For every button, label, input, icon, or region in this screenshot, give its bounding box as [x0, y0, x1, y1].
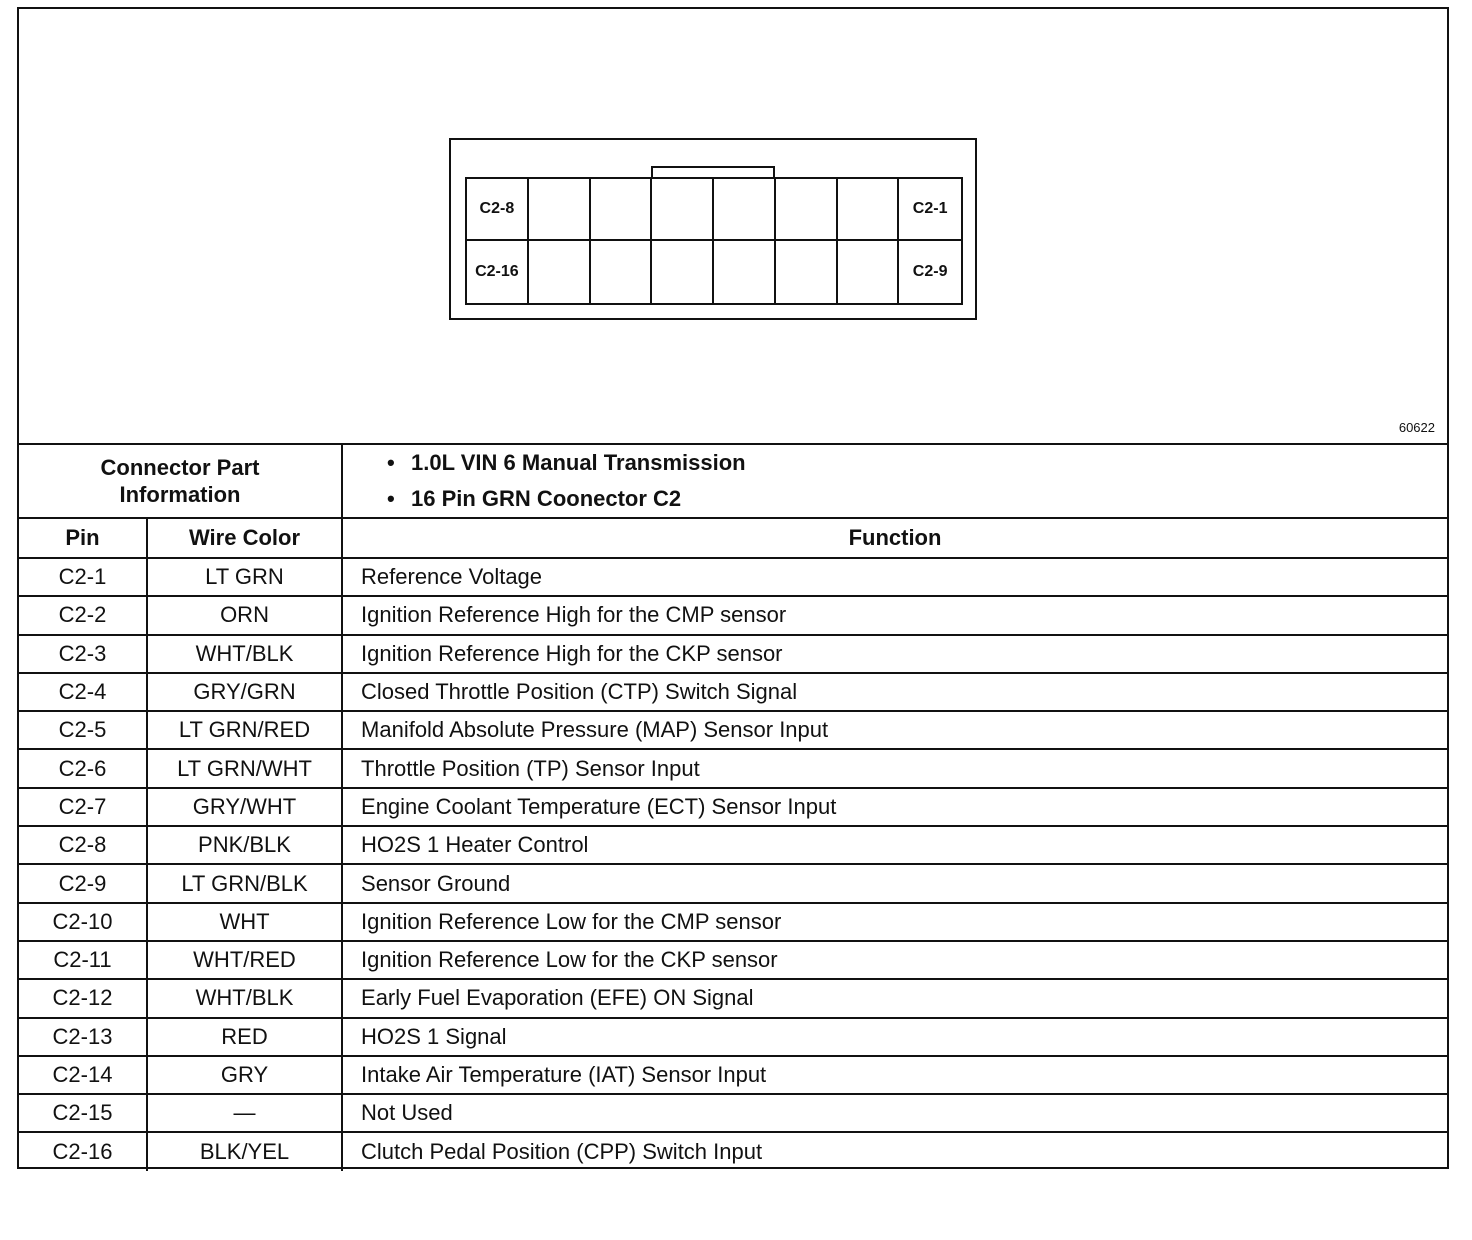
- connector-info-item: [387, 481, 1447, 517]
- function-cell: Engine Coolant Temperature (ECT) Sensor Input: [342, 788, 1447, 826]
- wire-color-cell: RED: [147, 1018, 342, 1056]
- pin-cell-c2-16-label: C2-16: [467, 241, 529, 303]
- connector-info-row: [19, 444, 1447, 518]
- function-cell: Ignition Reference High for the CMP sensor: [342, 596, 1447, 634]
- connector-info-text: 16 Pin GRN Coonector C2: [411, 486, 682, 511]
- pin-cell-value: C2-9: [19, 864, 147, 902]
- pin-cell: [776, 241, 838, 303]
- pin-cell-value: C2-14: [19, 1056, 147, 1094]
- pin-cell: [714, 179, 776, 241]
- function-cell: Reference Voltage: [342, 558, 1447, 596]
- table-row: [19, 711, 1447, 749]
- table-row: [19, 673, 1447, 711]
- table-row: [19, 749, 1447, 787]
- wire-color-cell: LT GRN: [147, 558, 342, 596]
- function-cell: HO2S 1 Signal: [342, 1018, 1447, 1056]
- wire-color-cell: BLK/YEL: [147, 1132, 342, 1170]
- column-header-function: Function: [342, 518, 1447, 558]
- table-row: [19, 558, 1447, 596]
- wire-color-cell: LT GRN/BLK: [147, 864, 342, 902]
- table-row: [19, 1094, 1447, 1132]
- wire-color-cell: WHT/RED: [147, 941, 342, 979]
- table-row: [19, 826, 1447, 864]
- wire-color-cell: PNK/BLK: [147, 826, 342, 864]
- table-row: [19, 979, 1447, 1017]
- document-frame: [17, 7, 1449, 1169]
- table-row: [19, 596, 1447, 634]
- wire-color-cell: GRY/WHT: [147, 788, 342, 826]
- pin-cell-value: C2-1: [19, 558, 147, 596]
- connector-info-item: [387, 445, 1447, 481]
- wire-color-cell: GRY/GRN: [147, 673, 342, 711]
- table-row: [19, 903, 1447, 941]
- pin-cell-value: C2-15: [19, 1094, 147, 1132]
- function-cell: HO2S 1 Heater Control: [342, 826, 1447, 864]
- pin-cell-value: C2-2: [19, 596, 147, 634]
- wire-color-cell: ORN: [147, 596, 342, 634]
- connector-diagram-area: [19, 9, 1447, 445]
- pin-cell-c2-9-label: C2-9: [912, 263, 948, 280]
- connector-pinout-table: [19, 443, 1447, 1171]
- wire-color-cell: GRY: [147, 1056, 342, 1094]
- pin-cell: [776, 179, 838, 241]
- function-cell: Ignition Reference High for the CKP sensor: [342, 635, 1447, 673]
- function-cell: Not Used: [342, 1094, 1447, 1132]
- pin-cell: [714, 241, 776, 303]
- pin-cell: [652, 241, 714, 303]
- pin-cell-value: C2-11: [19, 941, 147, 979]
- figure-id: 60622: [1398, 420, 1435, 435]
- pin-cell-value: C2-12: [19, 979, 147, 1017]
- table-row: [19, 864, 1447, 902]
- pin-cell: [838, 241, 900, 303]
- column-header-pin: Pin: [19, 518, 147, 558]
- wire-color-cell: WHT: [147, 903, 342, 941]
- pin-cell-value: C2-10: [19, 903, 147, 941]
- pin-cell-value: C2-3: [19, 635, 147, 673]
- function-cell: Ignition Reference Low for the CMP sensor: [342, 903, 1447, 941]
- pin-cell-value: C2-13: [19, 1018, 147, 1056]
- pin-cell-c2-1-label: C2-1: [899, 179, 961, 241]
- function-cell: Throttle Position (TP) Sensor Input: [342, 749, 1447, 787]
- function-cell: Clutch Pedal Position (CPP) Switch Input: [342, 1132, 1447, 1170]
- pin-cell: [838, 179, 900, 241]
- wire-color-cell: LT GRN/WHT: [147, 749, 342, 787]
- table-row: [19, 941, 1447, 979]
- wire-color-cell: LT GRN/RED: [147, 711, 342, 749]
- pin-cell-value: C2-7: [19, 788, 147, 826]
- pin-cell: [529, 241, 591, 303]
- pin-cell-value: C2-4: [19, 673, 147, 711]
- pin-cell: [591, 241, 653, 303]
- function-cell: Sensor Ground: [342, 864, 1447, 902]
- table-row: [19, 1132, 1447, 1170]
- connector-pin-grid: [465, 177, 963, 305]
- column-header-wire-color: Wire Color: [147, 518, 342, 558]
- wire-color-cell: WHT/BLK: [147, 979, 342, 1017]
- wire-color-cell: —: [147, 1094, 342, 1132]
- function-cell: Ignition Reference Low for the CKP sensor: [342, 941, 1447, 979]
- function-cell: Early Fuel Evaporation (EFE) ON Signal: [342, 979, 1447, 1017]
- table-row: [19, 635, 1447, 673]
- wire-color-cell: WHT/BLK: [147, 635, 342, 673]
- column-header-row: [19, 518, 1447, 558]
- table-row: [19, 1056, 1447, 1094]
- table-row: [19, 1018, 1447, 1056]
- pin-cell-value: C2-8: [19, 826, 147, 864]
- function-cell: Manifold Absolute Pressure (MAP) Sensor Input: [342, 711, 1447, 749]
- pin-cell-value: C2-5: [19, 711, 147, 749]
- pin-cell-value: C2-16: [19, 1132, 147, 1170]
- function-cell: Intake Air Temperature (IAT) Sensor Input: [342, 1056, 1447, 1094]
- bullet-icon: •: [387, 450, 395, 475]
- pin-cell-value: C2-6: [19, 749, 147, 787]
- connector-part-info-line1: Connector Part: [100, 455, 260, 480]
- pin-cell-c2-8-label: C2-8: [467, 179, 529, 241]
- pin-cell: [591, 179, 653, 241]
- function-cell: Closed Throttle Position (CTP) Switch Signal: [342, 673, 1447, 711]
- connector-part-info-label: [19, 444, 342, 518]
- connector-part-info-list: [342, 444, 1447, 518]
- pin-cell: [529, 179, 591, 241]
- connector-part-info-line2: Information: [119, 482, 241, 507]
- pin-cell: [652, 179, 714, 241]
- bullet-icon: •: [387, 486, 395, 511]
- connector-info-text: 1.0L VIN 6 Manual Transmission: [411, 450, 746, 475]
- table-row: [19, 788, 1447, 826]
